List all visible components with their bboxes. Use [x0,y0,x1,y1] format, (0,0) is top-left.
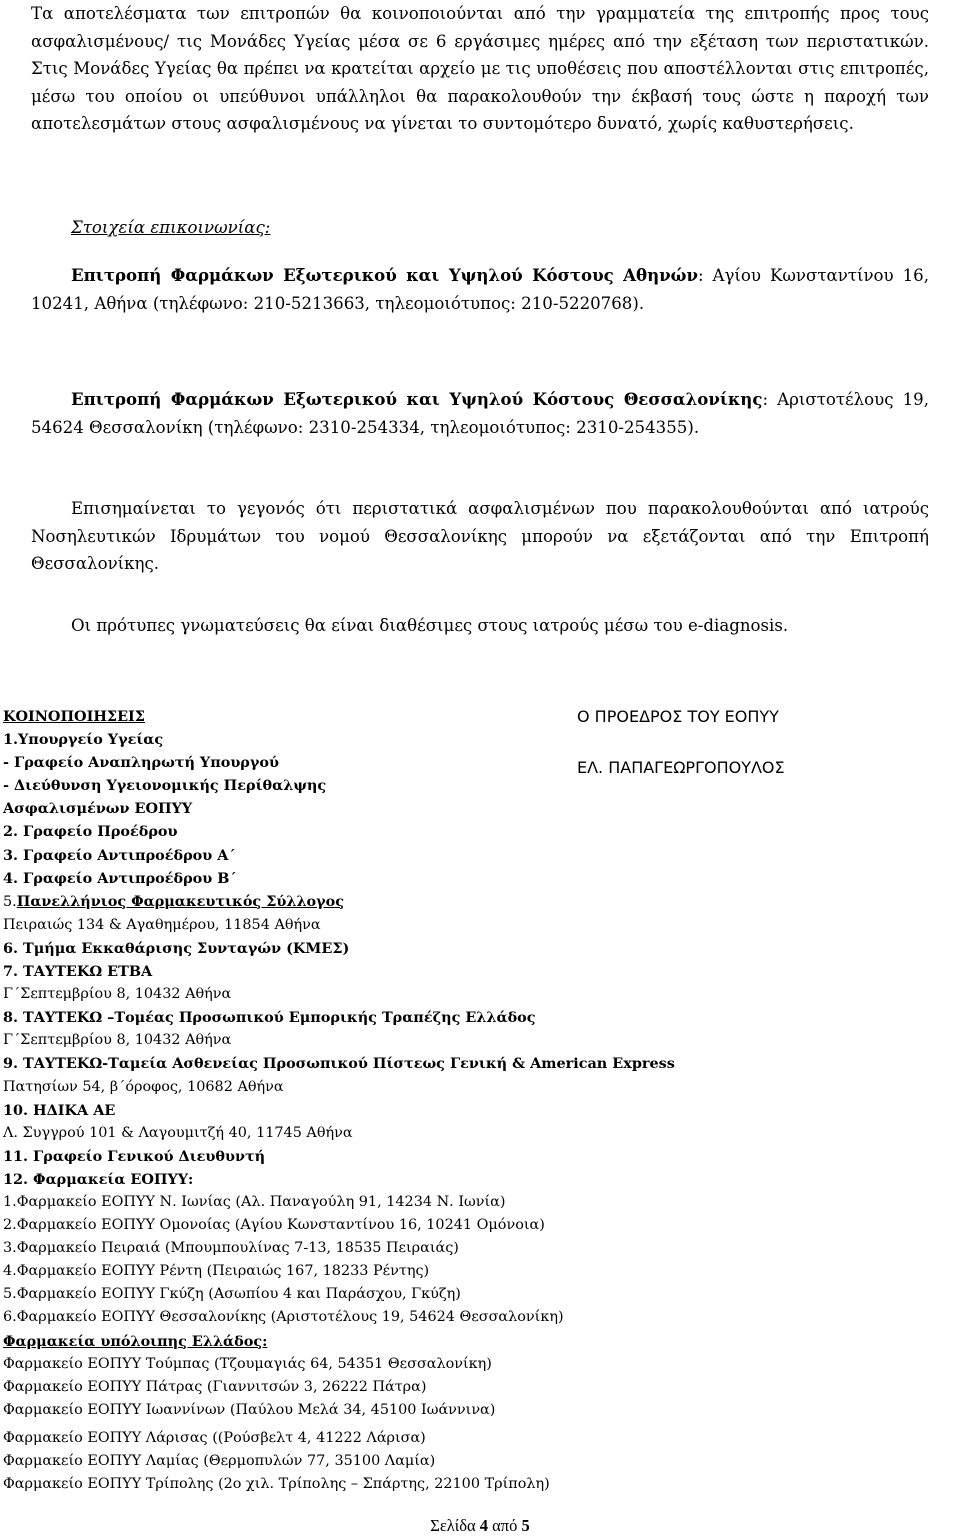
notifications-heading: ΚΟΙΝΟΠΟΙΗΣΕΙΣ [3,708,145,725]
notification-vp-b: 4. Γραφείο Αντιπροέδρου Β΄ [3,869,237,887]
signature-role: Ο ΠΡΟΕΔΡΟΣ ΤΟΥ ΕΟΠΥΥ [577,707,779,726]
notification-deputy-office: - Γραφείο Αναπληρωτή Υπουργού [3,754,279,772]
pharmacy-item: 5.Φαρμακείο ΕΟΠΥΥ Γκύζη (Ασωπίου 4 και Παράσχου, Γκύζη) [3,1286,461,1303]
rest-pharmacy-item: Φαρμακείο ΕΟΠΥΥ Τρίπολης (2ο χιλ. Τρίπολης – Σπάρτης, 22100 Τρίπολη) [3,1476,550,1493]
footer-of-word: από [492,1516,518,1535]
thessaloniki-committee-name: Επιτροπή Φαρμάκων Εξωτερικού και Υψηλού Κόστους Θεσσαλονίκης [71,389,763,409]
rest-pharmacy-item: Φαρμακείο ΕΟΠΥΥ Λάρισας ((Ρούσβελτ 4, 41222 Λάρισα) [3,1429,426,1446]
pharma-assoc-name: Πανελλήνιος Φαρμακευτικός Σύλλογος [16,892,345,910]
notification-tayteko-bank: 8. ΤΑΥΤΕΚΩ –Τομέας Προσωπικού Εμπορικής Τραπέζης Ελλάδος [3,1009,536,1027]
notifications-list [3,705,803,1496]
contact-title: Στοιχεία επικοινωνίας: [71,218,271,237]
notification-gm-office: 11. Γραφείο Γενικού Διευθυντή [3,1147,266,1165]
notification-tayteko-etva-address: Γ΄Σεπτεμβρίου 8, 10432 Αθήνα [3,986,232,1003]
pharmacy-item: 2.Φαρμακείο ΕΟΠΥΥ Ομονοίας (Αγίου Κωνσταντίνου 16, 10241 Ομόνοια) [3,1217,545,1234]
footer-current-page: 4 [479,1516,489,1535]
signature-name: ΕΛ. ΠΑΠΑΓΕΩΡΓΟΠΟΥΛΟΣ [577,758,785,777]
notification-hdika: 10. ΗΔΙΚΑ ΑΕ [3,1101,116,1119]
notification-directorate-line1: - Διεύθυνση Υγειονομικής Περίθαλψης [3,777,327,795]
rest-pharmacy-item: Φαρμακείο ΕΟΠΥΥ Τούμπας (Τζουμαγιάς 64, 54351 Θεσσαλονίκη) [3,1355,492,1372]
notification-pharma-assoc [3,890,803,914]
notice-thessaloniki: Επισημαίνεται το γεγονός ότι περιστατικά ασφαλισμένων που παρακολουθούνται από ιατρούς Νοσηλευτικών Ιδρυμάτων του νομού Θεσσαλονίκης μπορούν να εξετάζονται από την Επιτροπή Θεσσαλονίκης. [31,499,929,574]
rest-pharmacy-item: Φαρμακείο ΕΟΠΥΥ Ιωαννίνων (Παύλου Μελά 34, 45100 Ιωάννινα) [3,1401,496,1418]
thessaloniki-committee-details: : Αριστοτέλους 19, 54624 Θεσσαλονίκη (τηλέφωνο: 2310-254334, τηλεομοιότυπος: 2310-254355). [31,390,929,437]
notice-ediagnosis: Οι πρότυπες γνωματεύσεις θα είναι διαθέσιμες στους ιατρούς μέσω του e-diagnosis. [71,616,789,635]
athens-committee-name: Επιτροπή Φαρμάκων Εξωτερικού και Υψηλού Κόστους Αθηνών [71,265,698,285]
rest-pharmacy-item: Φαρμακείο ΕΟΠΥΥ Λαμίας (Θερμοπυλών 77, 35100 Λαμία) [3,1453,436,1469]
pharmacy-item: 1.Φαρμακείο ΕΟΠΥΥ Ν. Ιωνίας (Αλ. Παναγούλη 91, 14234 Ν. Ιωνία) [3,1193,506,1210]
contact-athens [31,262,929,317]
notification-ministry: 1.Υπουργείο Υγείας [3,731,164,749]
contact-thessaloniki [31,386,929,441]
rest-pharmacies-heading: Φαρμακεία υπόλοιπης Ελλάδος: [3,1332,268,1350]
pharmacy-item: 4.Φαρμακείο ΕΟΠΥΥ Ρέντη (Πειραιώς 167, 18233 Ρέντης) [3,1263,430,1280]
notification-tayteko-bank-address: Γ΄Σεπτεμβρίου 8, 10432 Αθήνα [3,1032,232,1049]
page-footer [0,1516,960,1536]
pharmacy-item: 3.Φαρμακείο Πειραιά (Μπουμπουλίνας 7-13, 18535 Πειραιάς) [3,1240,459,1257]
pharmacy-item: 6.Φαρμακείο ΕΟΠΥΥ Θεσσαλονίκης (Αριστοτέλους 19, 54624 Θεσσαλονίκη) [3,1309,564,1326]
notification-tayteko-etva: 7. ΤΑΥΤΕΚΩ ΕΤΒΑ [3,963,153,981]
pharma-assoc-number: 5. [3,893,17,910]
footer-total-pages: 5 [521,1516,530,1535]
notification-hdika-address: Λ. Συγγρού 101 & Λαγουμιτζή 40, 11745 Αθήνα [3,1124,353,1141]
notification-president-office: 2. Γραφείο Προέδρου [3,823,178,841]
athens-committee-details: : Αγίου Κωνσταντίνου 16, 10241, Αθήνα (τηλέφωνο: 210-5213663, τηλεομοιότυπος: 210-5220768). [31,266,929,313]
notification-vp-a: 3. Γραφείο Αντιπροέδρου Α΄ [3,846,236,864]
rest-pharmacy-item: Φαρμακείο ΕΟΠΥΥ Πάτρας (Γιαννιτσών 3, 26222 Πάτρα) [3,1378,427,1395]
intro-paragraph: Τα αποτελέσματα των επιτροπών θα κοινοποιούνται από την γραμματεία της επιτροπής προς τους ασφαλισμένους/ τις Μονάδες Υγείας μέσα σε 6 εργάσιμες ημέρες από την εξέταση των περιστατικών. Στις Μονάδες Υγείας θα πρέπει να κρατείται αρχείο με τις υποθέσεις που αποστέλλονται στις επιτροπές, μέσω του οποίου οι υπεύθυνοι υπάλληλοι θα παρακολουθούν την έκβασή τους ώστε η παροχή των αποτελεσμάτων στους ασφαλισμένους να γίνεται το συντομότερο δυνατό, χωρίς καθυστερήσεις. [31,4,929,134]
footer-page-word: Σελίδα [430,1516,476,1535]
notification-tayteko-amex-address: Πατησίων 54, β΄όροφος, 10682 Αθήνα [3,1078,284,1095]
notification-clearing: 6. Τμήμα Εκκαθάρισης Συνταγών (ΚΜΕΣ) [3,939,350,957]
contact-heading [31,214,929,242]
notification-pharma-assoc-address: Πειραιώς 134 & Αγαθημέρου, 11854 Αθήνα [3,916,321,933]
notification-tayteko-amex: 9. ΤΑΥΤΕΚΩ-Ταμεία Ασθενείας Προσωπικού Πίστεως Γενική & American Express [3,1055,675,1073]
notification-pharmacies-heading: 12. Φαρμακεία ΕΟΠΥΥ: [3,1170,194,1188]
notification-directorate-line2: Ασφαλισμένων ΕΟΠΥΥ [3,800,193,818]
